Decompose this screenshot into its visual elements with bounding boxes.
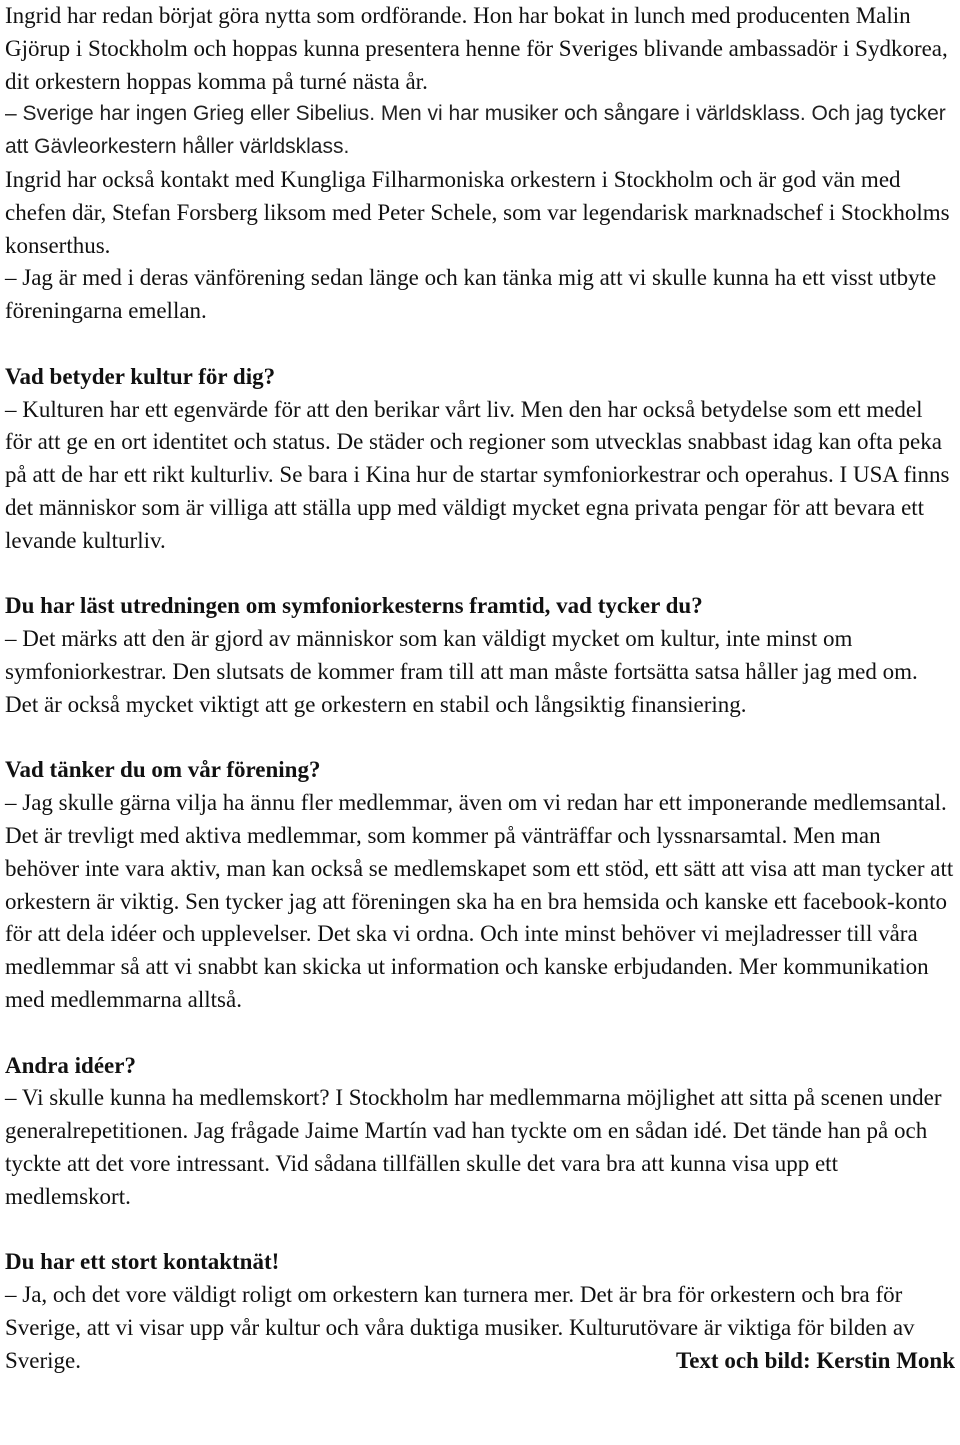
question-heading: Vad betyder kultur för dig? <box>5 363 276 389</box>
article <box>5 0 955 1377</box>
question-heading: Du har ett stort kontaktnät! <box>5 1249 280 1275</box>
intro-quote-2: – Jag är med i deras vänförening sedan länge och kan tänka mig att vi skulle kunna ha ett visst utbyte föreningarna emellan. <box>5 265 937 324</box>
question-heading: Vad tänker du om vår förening? <box>5 757 321 783</box>
answer-paragraph: – Vi skulle kunna ha medlemskort? I Stockholm har medlemmarna möjlighet att sitta på scenen under generalrepetitionen. Jag frågade Jaime Martín vad han tyckte om en sådan idé. Det tände han på och tyckte att det vore intressant. Vid sådana tillfällen skulle det vara bra att kunna visa upp ett medlemskort. <box>5 1085 942 1209</box>
answer-text: – Ja, och det vore väldigt roligt om orkestern kan turnera mer. Det är bra för orkestern och bra för Sverige, att vi visar upp vår kultur och våra duktiga musiker. Kulturutövare är viktiga för bilden av Sverige. <box>5 1282 915 1373</box>
section-spacer <box>5 722 955 755</box>
intro-paragraph-2: Ingrid har också kontakt med Kungliga Filharmoniska orkestern i Stockholm och är god vän med chefen där, Stefan Forsberg liksom med Peter Schele, som var legendarisk marknadschef i Stockholms konserthus. <box>5 166 950 258</box>
question-heading: Du har läst utredningen om symfoniorkesterns framtid, vad tycker du? <box>5 593 703 619</box>
section-spacer <box>5 1017 955 1050</box>
answer-paragraph: – Det märks att den är gjord av människor som kan väldigt mycket om kultur, inte minst om symfoniorkestrar. Den slutsats de kommer fram till att man måste fortsätta satsa håller jag med om. Det är också mycket viktigt att ge orkestern en stabil och långsiktig finansiering. <box>5 626 918 717</box>
intro-paragraph-1: Ingrid har redan börjat göra nytta som ordförande. Hon har bokat in lunch med producenten Malin Gjörup i Stockholm och hoppas kunna presentera henne för Sveriges blivande ambassadör i Sydkorea, dit orkestern hoppas komma på turné nästa år. <box>5 3 948 94</box>
answer-paragraph: – Jag skulle gärna vilja ha ännu fler medlemmar, även om vi redan har ett imponerande medlemsantal. Det är trevligt med aktiva medlemmar, som kommer på vänträffar och lyssnarsamtal. Men man behöver inte vara aktiv, man kan också se medlemskapet som ett stöd, ett sätt att visa att man tycker att orkestern är viktig. Sen tycker jag att föreningen ska ha en bra hemsida och kanske ett facebook-konto för att dela idéer och upplevelser. Det ska vi ordna. Och inte minst behöver vi mejladresser till våra medlemmar så att vi snabbt kan skicka ut information och kanske erbjudanden. Mer kommunikation med medlemmarna alltså. <box>5 790 954 1012</box>
author-credit: Text och bild: Kerstin Monk <box>675 1347 955 1373</box>
section-spacer <box>5 328 955 361</box>
intro-quote-1: – Sverige har ingen Grieg eller Sibelius. Men vi har musiker och sångare i världsklass. Och jag tycker att Gävleorkestern håller världsklass. <box>5 102 946 159</box>
credit-line <box>5 1345 955 1378</box>
section-spacer <box>5 558 955 591</box>
question-heading: Andra idéer? <box>5 1052 136 1078</box>
section-spacer <box>5 1213 955 1246</box>
answer-paragraph: – Kulturen har ett egenvärde för att den berikar vårt liv. Men den har också betydelse som ett medel för att ge en ort identitet och status. De städer och regioner som utvecklas snabbast idag kan ofta peka på att de har ett rikt kulturliv. Se bara i Kina hur de startar symfoniorkestrar och operahus. I USA finns det människor som är villiga att ställa upp med väldigt mycket egna privata pengar för att bevara ett levande kulturliv. <box>5 396 950 553</box>
